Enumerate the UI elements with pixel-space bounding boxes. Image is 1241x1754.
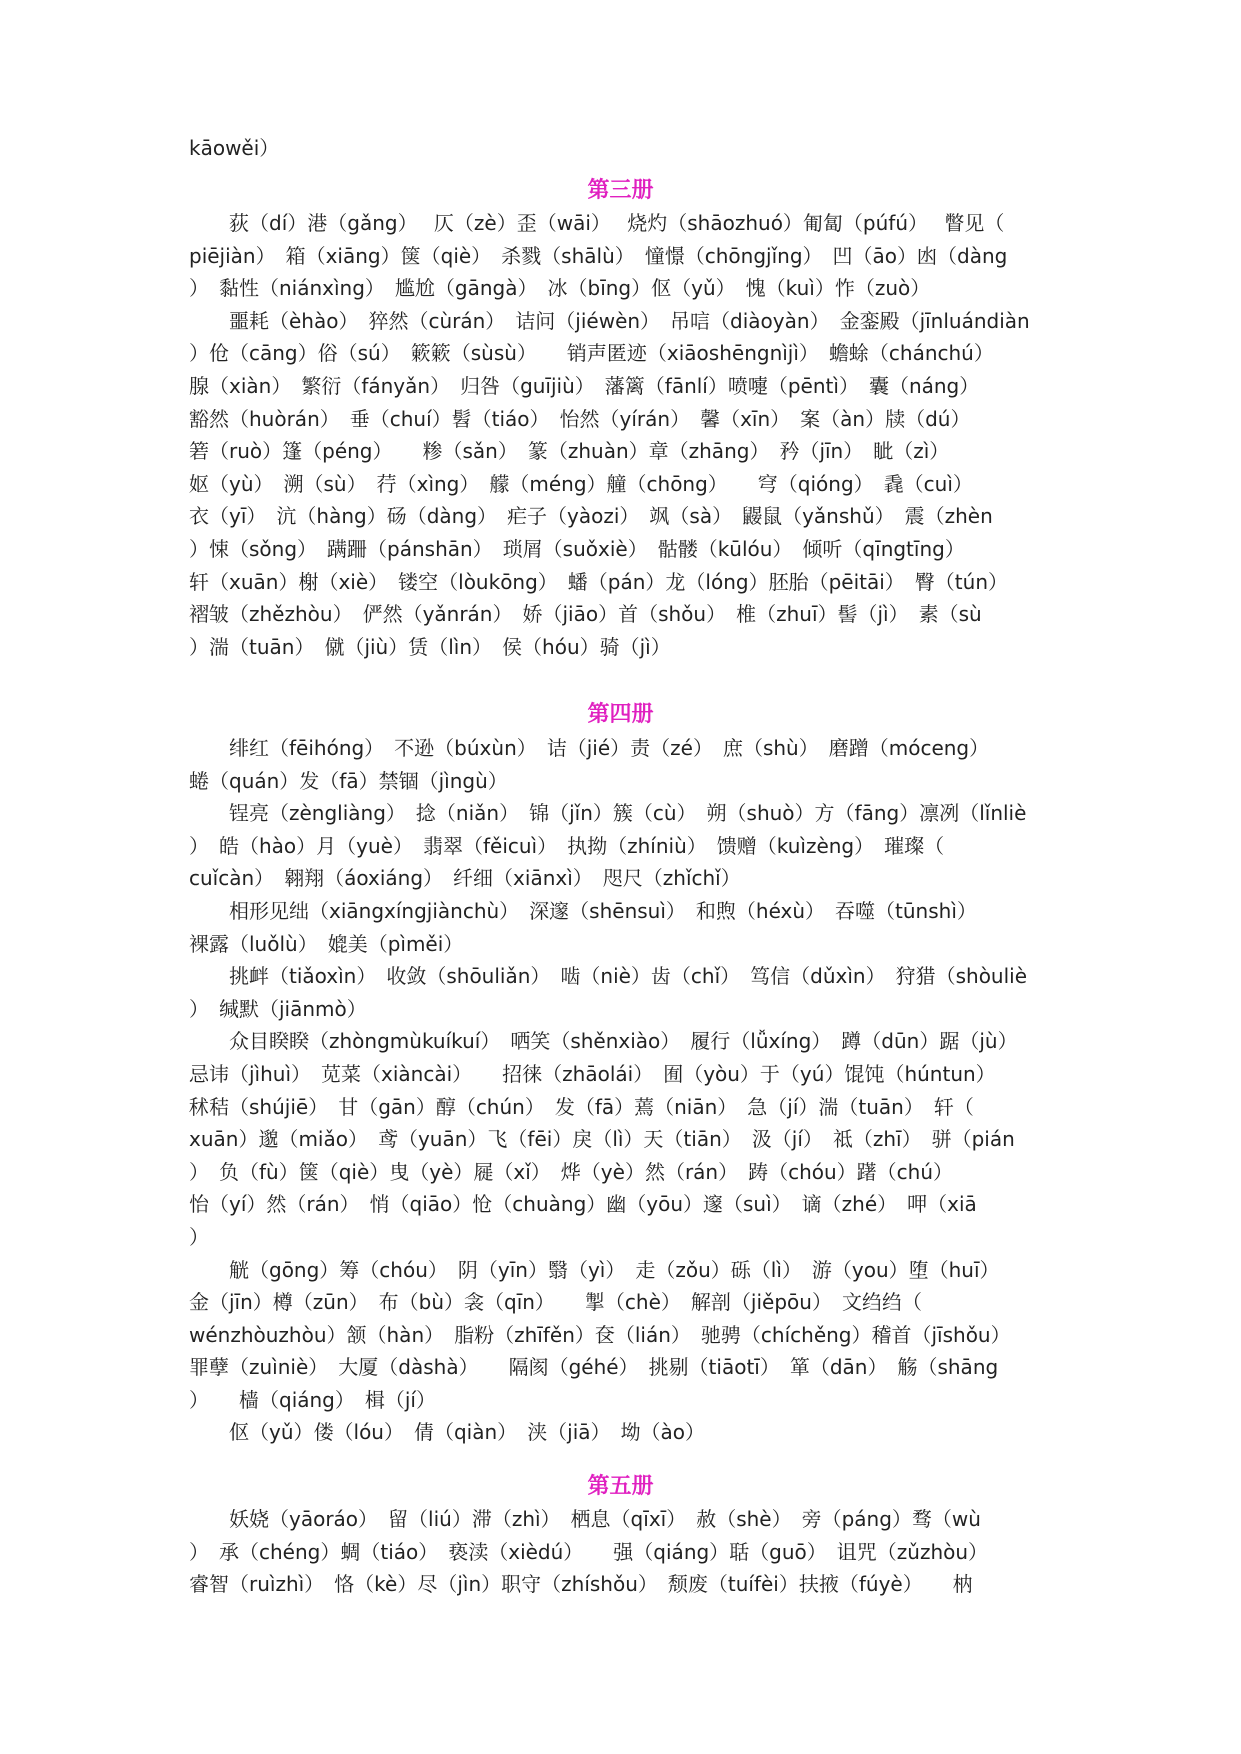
text-line: 裸露（luǒlù） 媲美（pìměi） — [189, 931, 464, 956]
text-line: ） 缄默（jiānmò） — [189, 996, 367, 1021]
text-line: ） 黏性（niánxìng） 尴尬（gāngà） 冰（bīng）伛（yǔ） 愧（kuì）怍（zuò） — [189, 276, 931, 301]
text-line: ）湍（tuān） 僦（jiù）赁（lìn） 侯（hóu）骑（jì） — [189, 634, 671, 659]
text-line: cuǐcàn） 翱翔（áoxiáng） 纤细（xiānxì） 咫尺（zhǐchǐ） — [189, 866, 741, 891]
section-heading-book3: 第三册 — [587, 178, 654, 203]
top-text — [189, 132, 1051, 165]
text-line: 怡（yí）然（rán） 悄（qiāo）怆（chuàng）幽（yōu）邃（suì） 谪（zhé） 呷（xiā — [189, 1192, 977, 1217]
text-line: 豁然（huòrán） 垂（chuí）髫（tiáo） 怡然（yírán） 馨（xīn） 案（àn）牍（dú） — [189, 406, 971, 431]
text-line: 荻（dí）港（gǎng） 仄（zè）歪（wāi） 烧灼（shāozhuó）匍匐（púfú） 瞥见（ — [189, 211, 1005, 235]
text-line: ）伧（cāng）俗（sú） 簌簌（sùsù） 销声匿迹（xiāoshēngnìjì） 蟾蜍（chánchú） — [189, 341, 994, 366]
text-line: 衣（yī） 沆（hàng）砀（dàng） 疟子（yàozi） 飒（sà） 鼹鼠（yǎnshǔ） 震（zhèn — [189, 504, 993, 529]
text-line: 箬（ruò）篷（péng） 糁（sǎn） 篆（zhuàn）章（zhāng） 矜（jīn） 眦（zì） — [189, 439, 950, 464]
text-line: ） 承（chéng）蜩（tiáo） 亵渎（xièdú） 强（qiáng）聒（guō） 诅咒（zǔzhòu） — [189, 1539, 989, 1564]
text-line: ） 樯（qiáng） 楫（jí） — [189, 1387, 436, 1412]
text-line: 伛（yǔ）偻（lóu） 倩（qiàn） 浃（jiā） 坳（ào） — [189, 1420, 706, 1445]
text-line: 妖娆（yāoráo） 留（liú）滞（zhì） 栖息（qīxī） 赦（shè） 旁（páng）骛（wù — [189, 1507, 981, 1531]
text-line: 褶皱（zhězhòu） 俨然（yǎnrán） 娇（jiāo）首（shǒu） 椎（zhuī）髻（jì） 素（sù — [189, 602, 982, 627]
book5-paragraphs — [189, 1503, 1051, 1601]
text-line: 忌讳（jìhuì） 苋菜（xiàncài） 招徕（zhāolái） 囿（yòu）于（yú）馄饨（húntun） — [189, 1061, 996, 1086]
text-line: 挑衅（tiǎoxìn） 收敛（shōuliǎn） 啮（niè）齿（chǐ） 笃信（dǔxìn） 狩猎（shòuliè — [189, 964, 1028, 989]
text-line: 噩耗（èhào） 猝然（cùrán） 诘问（jiéwèn） 吊唁（diàoyàn） 金銮殿（jīnluándiàn — [189, 308, 1030, 333]
text-line: kāowěi） — [189, 136, 280, 160]
text-line: 秫秸（shújiē） 甘（gān）醇（chún） 发（fā）蔫（niān） 急（jí）湍（tuān） 轩（ — [189, 1094, 974, 1119]
text-line: xuān）邈（miǎo） 鸢（yuān）飞（fēi）戾（lì）天（tiān） 汲（jí） 祗（zhī） 骈（pián — [189, 1127, 1015, 1152]
text-line: 锃亮（zèngliàng） 捻（niǎn） 锦（jǐn）簇（cù） 朔（shuò）方（fāng）凛冽（lǐnliè — [189, 801, 1027, 826]
text-line: 绯红（fēihóng） 不逊（búxùn） 诘（jié）责（zé） 庶（shù） 磨蹭（móceng） — [189, 736, 990, 760]
text-line: ） 皓（hào）月（yuè） 翡翠（fěicuì） 执拗（zhíniù） 馈赠（kuìzèng） 璀璨（ — [189, 833, 945, 858]
section-heading-book4: 第四册 — [587, 702, 654, 727]
text-line: ）悚（sǒng） 蹒跚（pánshān） 琐屑（suǒxiè） 骷髅（kūlóu） 倾听（qīngtīng） — [189, 536, 965, 561]
book3-paragraphs — [189, 207, 1051, 663]
book4-paragraphs — [189, 732, 1051, 1449]
text-line: 金（jīn）樽（zūn） 布（bù）衾（qīn） 掣（chè） 解剖（jiěpōu） 文绉绉（ — [189, 1290, 922, 1315]
text-line: 罪孽（zuìniè） 大厦（dàshà） 隔阂（géhé） 挑剔（tiāotī） 箪（dān） 觞（shāng — [189, 1355, 999, 1380]
text-line: 蜷（quán）发（fā）禁锢（jìngù） — [189, 768, 508, 793]
text-line: piējiàn） 箱（xiāng）箧（qiè） 杀戮（shālù） 憧憬（chōngjǐng） 凹（āo）凼（dàng — [189, 243, 1008, 268]
text-line: ） 负（fù）箧（qiè）曳（yè）屣（xǐ） 烨（yè）然（rán） 踌（chóu）躇（chú） — [189, 1159, 954, 1184]
text-line: 觥（gōng）筹（chóu） 阴（yīn）翳（yì） 走（zǒu）砾（lì） 游（you）堕（huī） — [189, 1257, 1000, 1282]
text-line: 轩（xuān）榭（xiè） 镂空（lòukōng） 蟠（pán）龙（lóng）胚胎（pēitāi） 臀（tún） — [189, 569, 1008, 594]
text-line: ） — [189, 1224, 209, 1249]
text-line: 妪（yù） 溯（sù） 荇（xìng） 艨（méng）艟（chōng） 穹（qióng） 毳（cuì） — [189, 471, 973, 496]
section-heading-book5: 第五册 — [587, 1474, 654, 1499]
text-line: 相形见绌（xiāngxíngjiànchù） 深邃（shēnsuì） 和煦（héxù） 吞噬（tūnshì） — [189, 898, 977, 923]
text-line: wénzhòuzhòu）颔（hàn） 脂粉（zhīfěn）奁（lián） 驰骋（chíchěng）稽首（jīshǒu） — [189, 1322, 1011, 1347]
text-line: 睿智（ruìzhì） 恪（kè）尽（jìn）职守（zhíshǒu） 颓废（tuífèi）扶掖（fúyè） 枘 — [189, 1572, 973, 1597]
text-line: 腺（xiàn） 繁衍（fányǎn） 归咎（guījiù） 藩篱（fānlí）喷嚏（pēntì） 囊（náng） — [189, 373, 980, 398]
text-line: 众目睽睽（zhòngmùkuíkuí） 哂笑（shěnxiào） 履行（lǚxíng） 蹲（dūn）踞（jù） — [189, 1029, 1018, 1054]
